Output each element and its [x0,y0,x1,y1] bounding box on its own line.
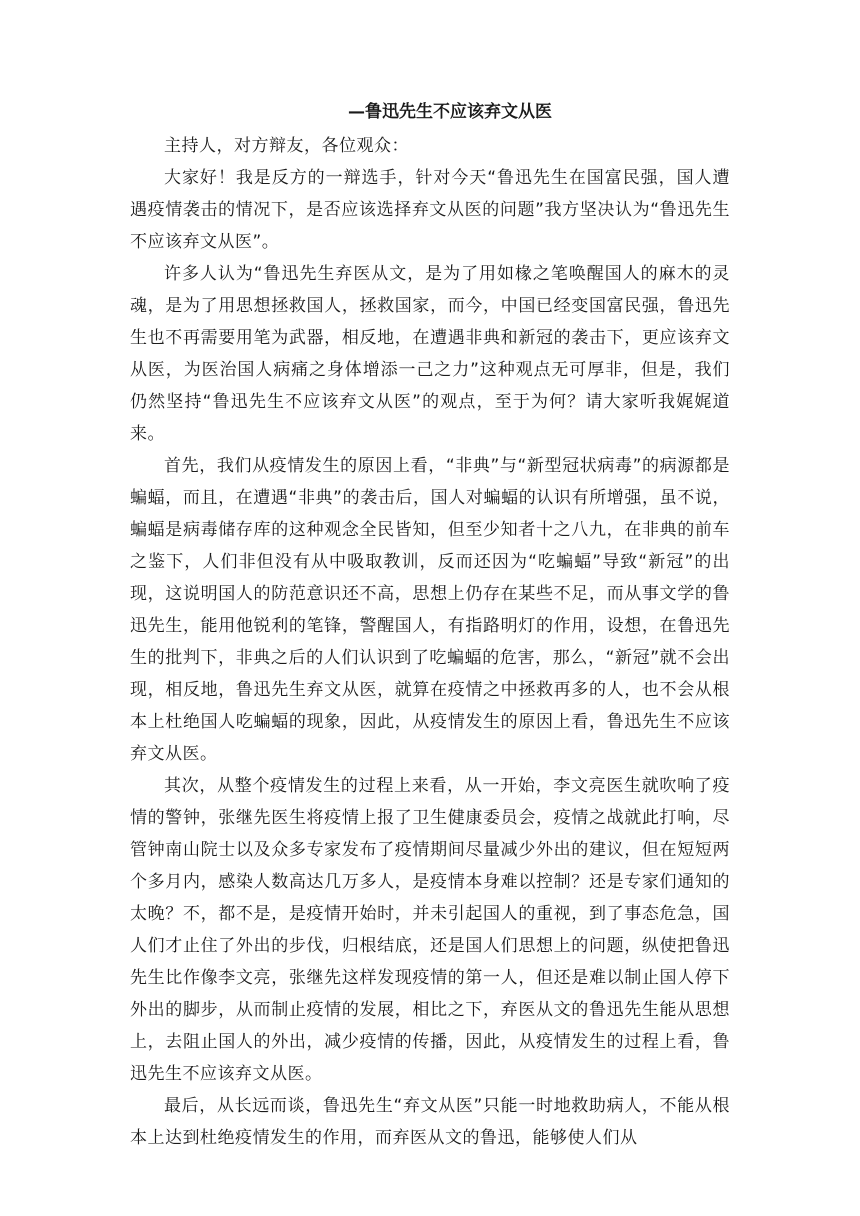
paragraph-first-argument: 首先，我们从疫情发生的原因上看，“非典”与“新型冠状病毒”的病源都是蝙蝠，而且，在遭遇“非典”的袭击后，国人对蝙蝠的认识有所增强，虽不说，蝙蝠是病毒储存库的这种观念全民皆知，但至少知者十之八九，在非典的前车之鉴下，人们非但没有从中吸取教训，反而还因为“吃蝙蝠”导致“新冠”的出现，这说明国人的防范意识还不高，思想上仍存在某些不足，而从事文学的鲁迅先生，能用他锐利的笔锋，警醒国人，有指路明灯的作用，设想，在鲁迅先生的批判下，非典之后的人们认识到了吃蝙蝠的危害，那么，“新冠”就不会出现，相反地，鲁迅先生弃文从医，就算在疫情之中拯救再多的人，也不会从根本上杜绝国人吃蝙蝠的现象，因此，从疫情发生的原因上看，鲁迅先生不应该弃文从医。 [130,456,730,764]
paragraph-greeting: 主持人，对方辩友，各位观众： [164,136,409,156]
paragraph-intro: 大家好！我是反方的一辩选手，针对今天“鲁迅先生在国富民强，国人遭遇疫情袭击的情况下，是否应该选择弃文从医的问题”我方坚决认为“鲁迅先生不应该弃文从医”。 [130,168,730,252]
paragraph-opposing-view: 许多人认为“鲁迅先生弃医从文，是为了用如椽之笔唤醒国人的麻木的灵魂，是为了用思想拯救国人，拯救国家，而今，中国已经变国富民强，鲁迅先生也不再需要用笔为武器，相反地，在遭遇非典和新冠的袭击下，更应该弃文从医，为医治国人病痛之身体增添一己之力”这种观点无可厚非，但是，我们仍然坚持“鲁迅先生不应该弃文从医”的观点，至于为何？请大家听我娓娓道来。 [130,264,730,444]
paragraph-final-argument: 最后，从长远而谈，鲁迅先生“弃文从医”只能一时地救助病人，不能从根本上达到杜绝疫情发生的作用，而弃医从文的鲁迅，能够使人们从 [130,1096,730,1148]
paragraph-second-argument: 其次，从整个疫情发生的过程上来看，从一开始，李文亮医生就吹响了疫情的警钟，张继先医生将疫情上报了卫生健康委员会，疫情之战就此打响，尽管钟南山院士以及众多专家发布了疫情期间尽量减少外出的建议，但在短短两个多月内，感染人数高达几万多人，是疫情本身难以控制？还是专家们通知的太晚？不，都不是，是疫情开始时，并未引起国人的重视，到了事态危急，国人们才止住了外出的步伐，归根结底，还是国人们思想上的问题，纵使把鲁迅先生比作像李文亮，张继先这样发现疫情的第一人，但还是难以制止国人停下外出的脚步，从而制止疫情的发展，相比之下，弃医从文的鲁迅先生能从思想上，去阻止国人的外出，减少疫情的传播，因此，从疫情发生的过程上看，鲁迅先生不应该弃文从医。 [130,776,730,1084]
document-page [130,100,730,1154]
document-title: —鲁迅先生不应该弃文从医 [348,102,552,122]
